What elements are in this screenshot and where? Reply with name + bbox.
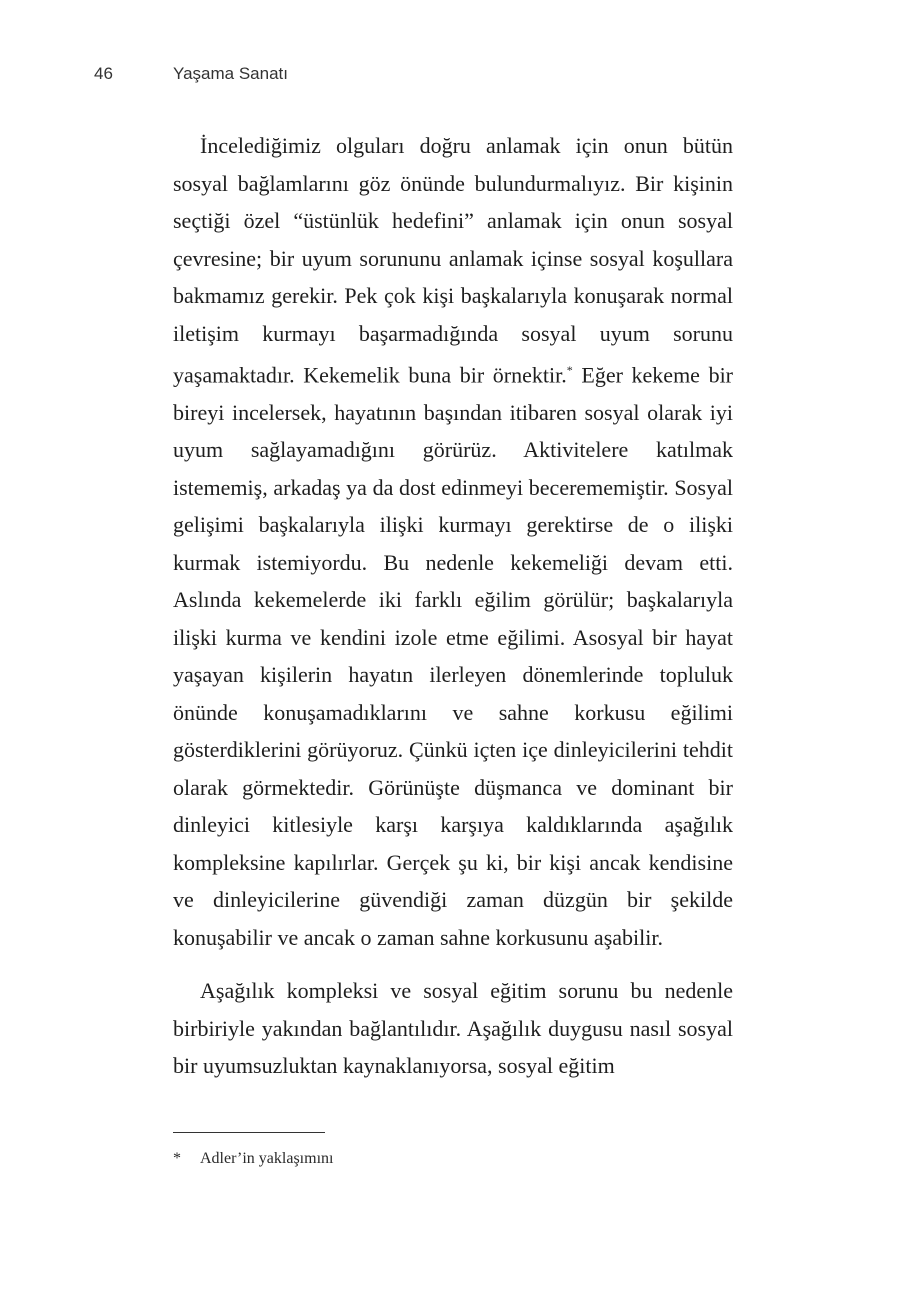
footnote [173, 1150, 333, 1168]
footnote-text: Adler’in yaklaşımını [200, 1150, 334, 1167]
running-title: Yaşama Sanatı [173, 64, 288, 83]
footnote-mark: * [173, 1150, 181, 1167]
paragraph-1-text-after-note: Eğer kekeme bir bireyi incelersek, hayatının başından itibaren sosyal olarak iyi uyum sağlayamadığını görürüz. Aktivitelere katılmak istememiş, arkadaş ya da dost edinmeyi becerememiştir. Sosyal gelişimi başkalarıyla ilişki kurmayı gerektirse de o ilişki kurmak istemiyordu. Bu nedenle kekemeliği devam etti. Aslında kekemelerde iki farklı eğilim görülür; başkalarıyla ilişki kurma ve kendini izole etme eğilimi. Asosyal bir hayat yaşayan kişilerin hayatın ilerleyen dönemlerinde topluluk önünde konuşamadıklarını ve sahne korkusu eğilimi gösterdiklerini görüyoruz. Çünkü içten içe dinleyicilerini tehdit olarak görmektedir. Görünüşte düşmanca ve dominant bir dinleyici kitlesiyle karşı karşıya kaldıklarında aşağılık kompleksine kapılırlar. Gerçek şu ki, bir kişi ancak kendisine ve dinleyicilerine güvendiği zaman düzgün bir şekilde konuşabilir ve ancak o zaman sahne korkusunu aşabilir. [173, 362, 734, 950]
paragraph-2: Aşağılık kompleksi ve sosyal eğitim sorunu bu nedenle birbiriyle yakından bağlantılıdır. Aşağılık duygusu nasıl sosyal bir uyumsuzluktan kaynaklanıyorsa, sosyal eğitim [173, 978, 733, 1079]
paragraph-1-text-before-note: İncelediğimiz olguları doğru anlamak için onun bütün sosyal bağlamlarını göz önünde bulundurmalıyız. Bir kişinin seçtiği özel “üstünlük hedefini” anlamak için onun sosyal çevresine; bir uyum sorununu anlamak içinse sosyal koşullara bakmamız gerekir. Pek çok kişi başkalarıyla konuşarak normal iletişim kurmayı başarmadığında sosyal uyum sorunu yaşamaktadır. Kekemelik buna bir örnektir. [173, 133, 733, 388]
body-text [173, 127, 733, 1085]
running-header [94, 64, 288, 84]
footnote-divider [173, 1132, 325, 1133]
footnote-reference: * [566, 363, 573, 377]
paragraph-1 [173, 127, 733, 956]
page-number: 46 [94, 64, 113, 83]
